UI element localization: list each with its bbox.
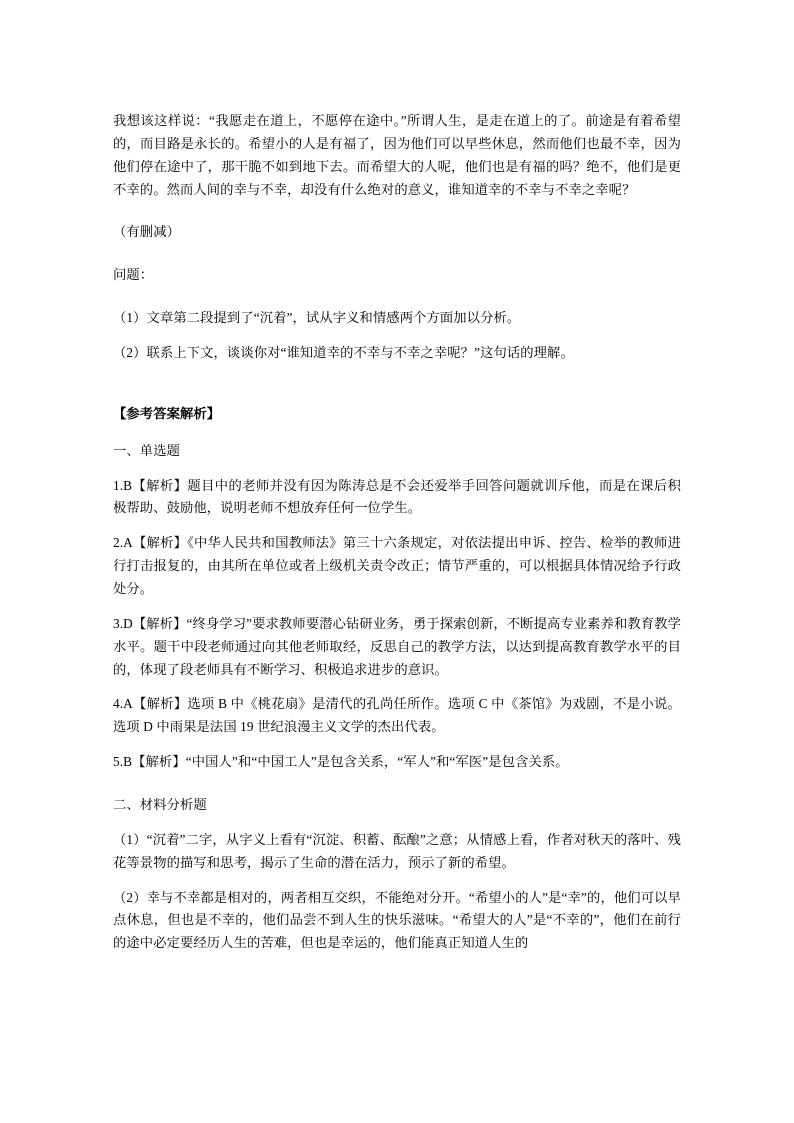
- spacer: [113, 385, 681, 403]
- answer-item-1: 1.B【解析】题目中的老师并没有因为陈涛总是不会还爱举手回答问题就训斥他，而是在课后积极帮助、鼓励他，说明老师不想放弃任何一位学生。: [113, 477, 681, 516]
- question-item-1: （1）文章第二段提到了“沉着”，试从字义和情感两个方面加以分析。: [113, 310, 521, 326]
- material-answer-item-1: （1）“沉着”二字，从字义上看有“沉淀、积蓄、酝酿”之意；从情感上看，作者对秋天的落叶、残花等景物的描写和思考，揭示了生命的潜在活力，预示了新的希望。: [113, 831, 681, 870]
- document-body: [113, 110, 681, 955]
- answer-item-3: 3.D【解析】“终身学习”要求教师要潜心钻研业务，勇于探索创新，不断提高专业素养和教育教学水平。题干中段老师通过向其他老师取经，反思自己的教学方法，以达到提高教育教学水平的目的，体现了段老师具有不断学习、积极追求进步的意识。: [113, 615, 681, 677]
- answer-item-4: 4.A【解析】选项 B 中《桃花扇》是清代的孔尚任所作。选项 C 中《茶馆》为戏剧，不是小说。选项 D 中雨果是法国 19 世纪浪漫主义文学的杰出代表。: [113, 696, 681, 735]
- excerpt-paragraph: 我想该这样说：“我愿走在道上，不愿停在途中。”所谓人生，是走在道上的了。前途是有着希望的，而目路是永长的。希望小的人是有福了，因为他们可以早些休息，然而他们也最不幸，因为他们停在途中了，那干脆不如到地下去。而希望大的人呢，他们也是有福的吗？绝不，他们是更不幸的。然而人间的幸与不幸，却没有什么绝对的意义，谁知道幸的不幸与不幸之幸呢？: [113, 113, 681, 197]
- answer-key-heading: 【参考答案解析】: [113, 405, 221, 421]
- questions-label: 问题：: [113, 267, 154, 283]
- excerpt-note: （有删减）: [113, 224, 180, 240]
- answer-item-2: 2.A【解析】《中华人民共和国教师法》第三十六条规定，对依法提出申诉、控告、检举的教师进行打击报复的，由其所在单位或者上级机关责令改正；情节严重的，可以根据具体情况给予行政处分。: [113, 535, 681, 597]
- section-title-single-choice: 一、单选题: [113, 442, 180, 458]
- question-item-2: （2）联系上下文，谈谈你对“谁知道幸的不幸与不幸之幸呢？”这句话的理解。: [113, 345, 574, 361]
- answer-item-5: 5.B【解析】“中国人”和“中国工人”是包含关系，“军人”和“军医”是包含关系。: [113, 754, 569, 770]
- section-title-material-analysis: 二、材料分析题: [113, 797, 207, 813]
- material-answer-item-2: （2）幸与不幸都是相对的，两者相互交织，不能绝对分开。“希望小的人”是“幸”的，他们可以早点休息，但也是不幸的，他们品尝不到人生的快乐滋味。“希望大的人”是“不幸的”，他们在前行的途中必定要经历人生的苦难，但也是幸运的，他们能真正知道人生的: [113, 889, 681, 951]
